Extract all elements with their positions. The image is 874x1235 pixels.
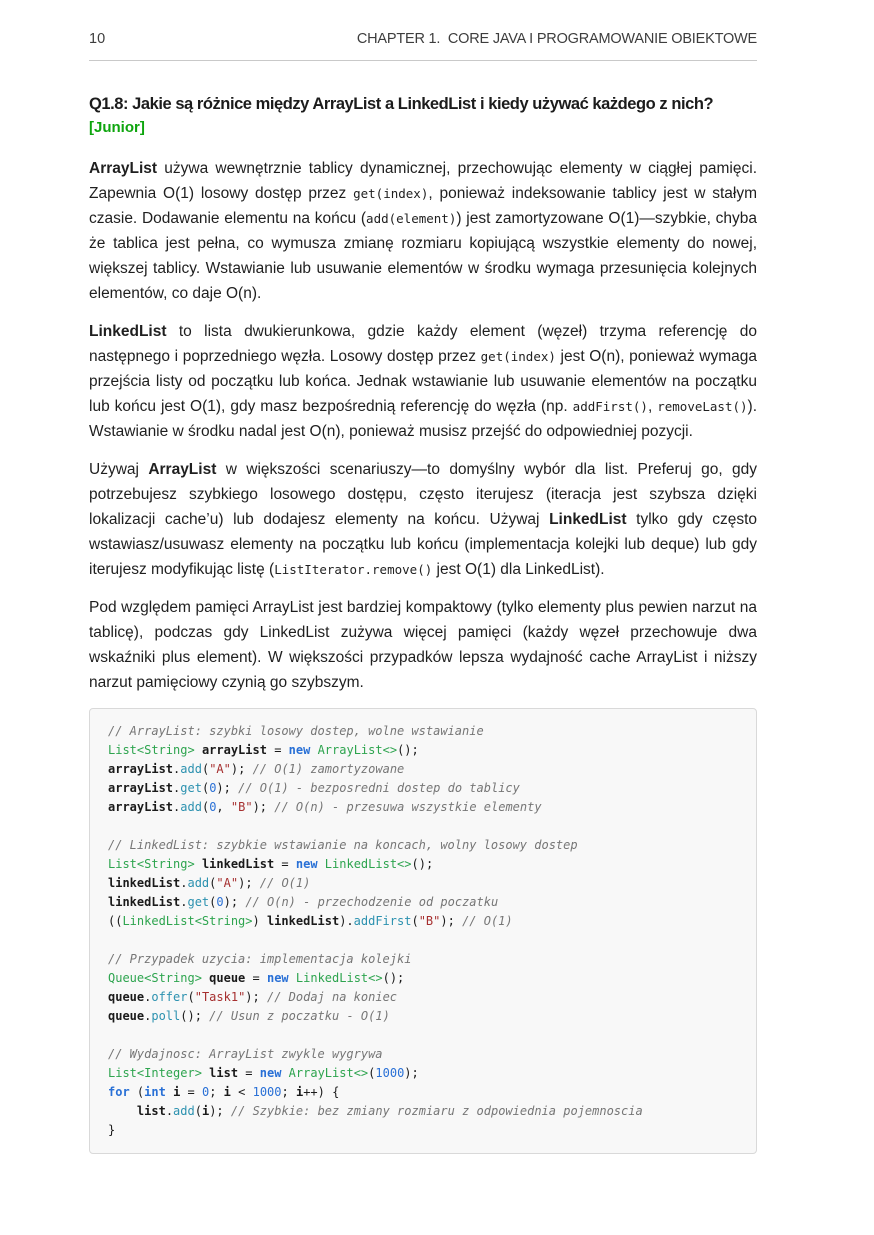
code-token-pl: ); [209, 1104, 231, 1118]
code-token-me: get [180, 781, 202, 795]
code-line [108, 760, 738, 779]
text-run: jest O(n), ponieważ wymaga przejścia listy od początku lub końca. Jednak wstawianie lub usuwanie elementów na początku lub końcu jest O(1), gdy masz bezpośrednią referencję do węzła (np. [89, 348, 757, 415]
answer-paragraph [89, 156, 757, 306]
code-token-cm: // Dodaj na koniec [266, 990, 398, 1004]
code-token-ty: ArrayList<> [317, 743, 398, 757]
code-token-pl: (); [382, 971, 405, 985]
text-run: Pod względem pamięci ArrayList jest bardziej kompaktowy (tylko elementy plus pewien narzut na tablicę), podczas gdy LinkedList zużywa więcej pamięci (każdy węzeł przechowuje dwa wskaźniki plus element). W większości przypadków lepsza wydajność cache ArrayList i niższy narzut pamięciowy czynią go szybszym. [89, 599, 757, 691]
code-token-pl [318, 857, 325, 871]
code-token-va: queue [209, 971, 246, 985]
code-token-pl: . [173, 762, 181, 776]
code-token-pl: ( [129, 1085, 145, 1099]
code-token-kw: new [288, 743, 311, 757]
answer-paragraph [89, 595, 757, 695]
text-run: w większości scenariuszy—to domyślny wybór dla list. Preferuj go, gdy potrzebujesz szybkiego losowego dostępu, często iterujesz (iteracja jest szybsza dzięki lokalizacji cache’u) lub dodajesz elementy na końcu. Używaj [89, 461, 757, 528]
code-token-pl: ); [230, 762, 253, 776]
code-token-pl [166, 1085, 173, 1099]
answer-paragraph [89, 457, 757, 582]
code-token-pl: ); [238, 876, 260, 890]
code-token-kw: for [108, 1085, 130, 1099]
code-token-pl: = [180, 1085, 202, 1099]
inline-code: removeLast() [657, 399, 748, 414]
code-token-me: addFirst [353, 914, 412, 928]
code-token-pl: . [173, 800, 181, 814]
text-run: ) jest zamortyzowane O(1)—szybkie, chyba że tablica jest pełna, co wymusza zmianę rozmiaru kopiującą wszystkie elementy do nowej, większej tablicy. Wstawianie lub usuwanie elementów w środku wymaga przesunięcia kolejnych elementów, co daje O(n). [89, 210, 758, 302]
code-token-va: i [173, 1085, 181, 1099]
code-token-st: "B" [230, 800, 253, 814]
text-run: używa wewnętrznie tablicy dynamicznej, przechowując elementy w ciągłej pamięci. Zapewnia O(1) losowy dostęp przez [89, 160, 757, 202]
code-token-pl: = [274, 857, 296, 871]
text-run: to lista dwukierunkowa, gdzie każdy element (węzeł) trzyma referencję do następnego i poprzedniego węzła. Losowy dostęp przez [89, 323, 757, 365]
text-run: , [647, 398, 658, 415]
code-line [108, 1026, 738, 1045]
text-run: , ponieważ indeksowanie tablicy jest w stałym czasie. Dodawanie elementu na końcu ( [89, 185, 757, 227]
text-run: jest O(1) dla LinkedList). [432, 561, 605, 578]
code-token-me: add [187, 876, 210, 890]
code-token-cm: // Przypadek uzycia: implementacja kolejki [108, 952, 412, 966]
code-token-nu: 0 [216, 895, 224, 909]
code-line [108, 798, 738, 817]
text-run: tylko gdy często wstawiasz/usuwasz elementy na początku lub końcu (implementacja kolejki lub deque) lub gdy iterujesz modyfikując listę ( [89, 511, 758, 578]
code-token-ty: List<String> [108, 743, 195, 757]
code-line [108, 931, 738, 950]
code-token-pl: . [144, 1009, 152, 1023]
code-token-pl: (( [108, 914, 123, 928]
code-token-cm: // ArrayList: szybki losowy dostep, wolne wstawianie [108, 724, 484, 738]
code-token-pl: ++) { [303, 1085, 340, 1099]
code-token-cm: // Szybkie: bez zmiany rozmiaru z odpowiednia pojemnoscia [230, 1104, 643, 1118]
code-token-pl: , [216, 800, 231, 814]
code-token-va: linkedList [266, 914, 340, 928]
code-token-me: add [180, 800, 202, 814]
code-line [108, 855, 738, 874]
code-token-pl: ) [252, 914, 267, 928]
code-token-pl: = [245, 971, 267, 985]
code-token-pl: ( [194, 1104, 202, 1118]
code-token-pl [195, 743, 202, 757]
code-line [108, 1121, 738, 1140]
code-line [108, 741, 738, 760]
code-token-kw: int [144, 1085, 166, 1099]
code-token-pl: . [173, 781, 181, 795]
code-token-pl: ); [245, 990, 267, 1004]
code-token-pl: = [238, 1066, 260, 1080]
code-token-pl: ( [368, 1066, 376, 1080]
code-token-pl: ( [201, 781, 210, 795]
code-line [108, 912, 738, 931]
code-token-pl [281, 1066, 288, 1080]
code-token-st: "Task1" [194, 990, 246, 1004]
text-run: LinkedList [89, 323, 167, 340]
code-token-pl [108, 1104, 137, 1118]
code-token-nu: 0 [209, 781, 217, 795]
text-run: LinkedList [549, 511, 627, 528]
code-block [89, 708, 757, 1154]
code-token-ty: Queue<String> [108, 971, 202, 985]
code-token-pl: ); [252, 800, 275, 814]
code-line [108, 836, 738, 855]
code-token-pl: ( [201, 800, 210, 814]
code-token-cm: // O(1) - bezposredni dostep do tablicy [238, 781, 520, 795]
inline-code: addFirst() [572, 399, 648, 414]
code-token-me: offer [151, 990, 188, 1004]
code-token-pl: . [180, 876, 188, 890]
code-line [108, 1007, 738, 1026]
text-run: Używaj [89, 461, 149, 478]
code-token-cm: // Wydajnosc: ArrayList zwykle wygrywa [108, 1047, 383, 1061]
code-token-va: queue [108, 1009, 145, 1023]
code-token-kw: new [295, 857, 318, 871]
code-line [108, 779, 738, 798]
code-token-me: get [187, 895, 210, 909]
code-line [108, 1045, 738, 1064]
code-token-cm: // LinkedList: szybkie wstawianie na koncach, wolny losowy dostep [108, 838, 578, 852]
code-token-kw: new [259, 1066, 282, 1080]
code-token-cm: // Usun z poczatku - O(1) [209, 1009, 390, 1023]
code-token-cm: // O(1) [259, 876, 311, 890]
code-token-cm: // O(1) [462, 914, 513, 928]
code-token-pl [195, 857, 202, 871]
code-line [108, 1083, 738, 1102]
code-token-cm: // O(1) zamortyzowane [252, 762, 405, 776]
code-line [108, 969, 738, 988]
code-token-va: list [136, 1104, 166, 1118]
code-token-pl: (); [411, 857, 434, 871]
code-token-me: add [173, 1104, 195, 1118]
code-token-st: "B" [418, 914, 441, 928]
code-token-pl: ); [223, 895, 246, 909]
inline-code: get(index) [353, 186, 429, 201]
code-token-nu: 0 [201, 1085, 210, 1099]
code-token-va: queue [108, 990, 145, 1004]
code-token-me: add [180, 762, 202, 776]
code-token-nu: 1000 [252, 1085, 282, 1099]
code-token-nu: 0 [209, 800, 217, 814]
code-token-me: poll [151, 1009, 181, 1023]
difficulty-badge: [Junior] [89, 119, 145, 136]
chapter-title: CHAPTER 1. CORE JAVA I PROGRAMOWANIE OBIEKTOWE [356, 31, 757, 47]
code-token-va: arrayList [201, 743, 267, 757]
code-token-pl: ( [209, 895, 217, 909]
code-line [108, 817, 738, 836]
text-run: ). Wstawianie w środku nadal jest O(n), ponieważ musisz przejść do odpowiedniej pozycji. [89, 398, 757, 440]
code-token-pl: = [266, 743, 289, 757]
code-token-va: linkedList [108, 876, 181, 890]
code-token-va: linkedList [108, 895, 181, 909]
code-line [108, 893, 738, 912]
code-token-pl: ( [187, 990, 195, 1004]
code-token-nu: 1000 [375, 1066, 405, 1080]
code-token-va: arrayList [108, 800, 174, 814]
code-token-pl: < [230, 1085, 253, 1099]
code-token-ty: List<Integer> [108, 1066, 202, 1080]
code-line [108, 722, 738, 741]
inline-code: add(element) [366, 211, 457, 226]
code-token-st: "A" [216, 876, 239, 890]
code-line [108, 1102, 738, 1121]
code-line [108, 1064, 738, 1083]
answer-paragraphs [89, 156, 757, 695]
code-token-pl: ); [216, 781, 239, 795]
question-title: Q1.8: Jakie są różnice między ArrayList a LinkedList i kiedy używać każdego z nich? [89, 95, 714, 113]
code-token-cm: // O(n) - przesuwa wszystkie elementy [274, 800, 542, 814]
code-token-st: "A" [209, 762, 231, 776]
code-token-pl: . [144, 990, 152, 1004]
code-token-cm: // O(n) - przechodzenie od poczatku [245, 895, 499, 909]
code-token-ty: List<String> [108, 857, 195, 871]
code-line [108, 874, 738, 893]
code-token-va: i [201, 1104, 210, 1118]
answer-paragraph [89, 319, 757, 444]
code-token-va: i [295, 1085, 304, 1099]
code-token-pl: (); [180, 1009, 210, 1023]
page-header [89, 0, 757, 61]
question-section [89, 95, 757, 1154]
code-token-pl: ; [209, 1085, 224, 1099]
code-token-pl: . [180, 895, 188, 909]
code-token-va: arrayList [108, 762, 174, 776]
code-token-kw: new [266, 971, 289, 985]
code-token-pl [310, 743, 317, 757]
inline-code: ListIterator.remove() [274, 562, 433, 577]
code-token-pl: ); [440, 914, 463, 928]
code-token-pl: ). [339, 914, 354, 928]
code-token-pl: ( [201, 762, 210, 776]
code-token-ty: LinkedList<> [324, 857, 412, 871]
code-token-pl: ( [411, 914, 419, 928]
code-token-pl: ( [209, 876, 217, 890]
code-token-ty: LinkedList<String> [122, 914, 253, 928]
text-run: ArrayList [148, 461, 217, 478]
code-token-va: i [223, 1085, 231, 1099]
code-token-va: linkedList [201, 857, 275, 871]
code-line [108, 950, 738, 969]
code-line [108, 988, 738, 1007]
code-token-pl: (); [397, 743, 419, 757]
page-number: 10 [89, 31, 106, 47]
code-token-va: list [209, 1066, 239, 1080]
code-token-pl: } [108, 1123, 116, 1137]
code-token-pl: . [165, 1104, 174, 1118]
text-run: ArrayList [89, 160, 158, 177]
inline-code: get(index) [480, 349, 556, 364]
document-page [89, 0, 757, 1154]
code-token-pl: ; [281, 1085, 296, 1099]
code-token-va: arrayList [108, 781, 174, 795]
code-token-pl: ); [404, 1066, 419, 1080]
code-token-ty: LinkedList<> [295, 971, 383, 985]
code-token-pl [289, 971, 296, 985]
code-token-ty: ArrayList<> [288, 1066, 369, 1080]
